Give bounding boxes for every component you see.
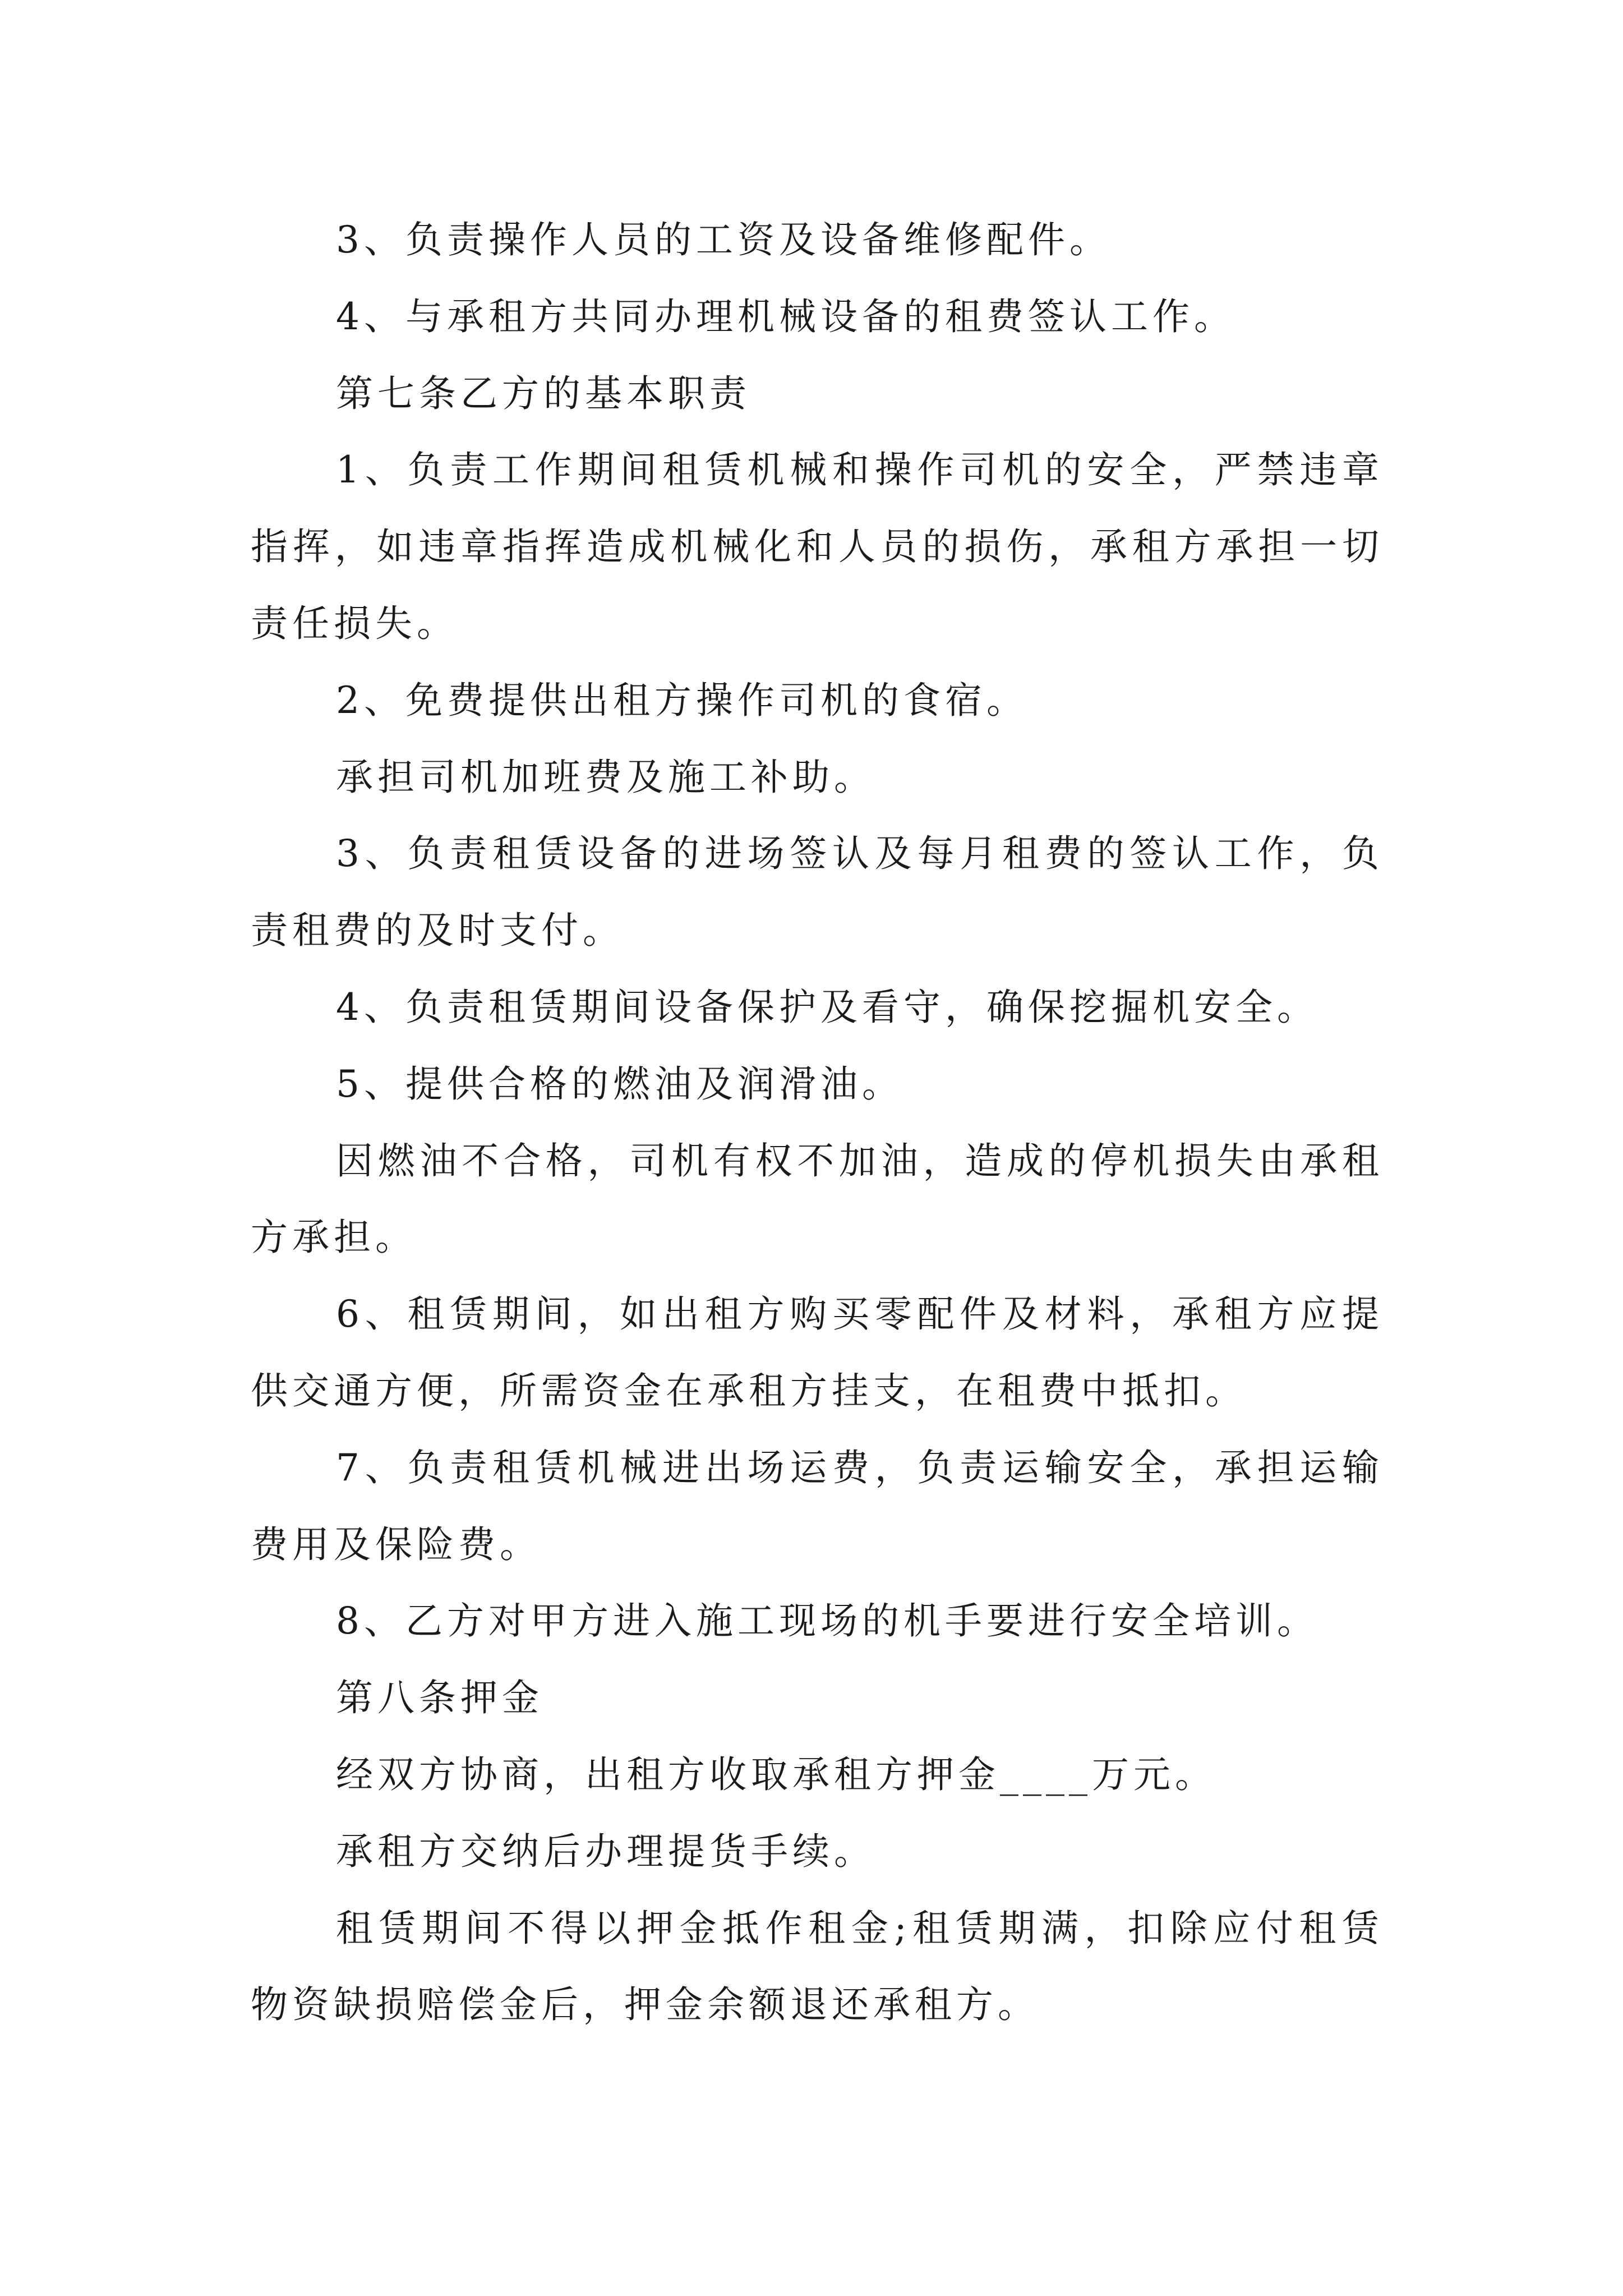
clause-item-2-board-lodging: 2、免费提供出租方操作司机的食宿。 xyxy=(336,678,1028,722)
clause-fuel-quality: 因燃油不合格，司机有权不加油，造成的停机损失由承租方承担。 xyxy=(251,1139,1384,1259)
clause-item-4-equipment-protection: 4、负责租赁期间设备保护及看守，确保挖掘机安全。 xyxy=(336,985,1318,1029)
clause-deposit-pickup: 承租方交纳后办理提货手续。 xyxy=(336,1829,875,1873)
clause-deposit-refund: 租赁期间不得以押金抵作租金;租赁期满，扣除应付租赁物资缺损赔偿金后，押金余额退还承租方。 xyxy=(251,1906,1384,2027)
clause-item-3-signoff-payment: 3、负责租赁设备的进场签认及每月租费的签认工作，负责租费的及时支付。 xyxy=(251,832,1384,953)
article-8-heading: 第八条押金 xyxy=(336,1676,543,1720)
clause-item-8-training: 8、乙方对甲方进入施工现场的机手要进行安全培训。 xyxy=(336,1599,1318,1643)
clause-item-7-transport: 7、负责租赁机械进出场运费，负责运输安全，承担运输费用及保险费。 xyxy=(251,1446,1384,1566)
clause-deposit-amount: 经双方协商，出租方收取承租方押金____万元。 xyxy=(336,1752,1216,1796)
document-body xyxy=(251,202,1384,2044)
clause-overtime-subsidy: 承担司机加班费及施工补助。 xyxy=(336,755,875,799)
article-7-heading: 第七条乙方的基本职责 xyxy=(336,371,751,415)
clause-item-5-fuel: 5、提供合格的燃油及润滑油。 xyxy=(336,1062,903,1106)
clause-item-3-lessor-wages: 3、负责操作人员的工资及设备维修配件。 xyxy=(336,218,1111,261)
clause-item-4-lessor-rent-signoff: 4、与承租方共同办理机械设备的租费签认工作。 xyxy=(336,295,1235,338)
clause-item-6-parts-purchase: 6、租赁期间，如出租方购买零配件及材料，承租方应提供交通方便，所需资金在承租方挂支，在租费中抵扣。 xyxy=(251,1292,1384,1412)
clause-item-1-safety: 1、负责工作期间租赁机械和操作司机的安全，严禁违章指挥，如违章指挥造成机械化和人员的损伤，承租方承担一切责任损失。 xyxy=(251,448,1384,645)
